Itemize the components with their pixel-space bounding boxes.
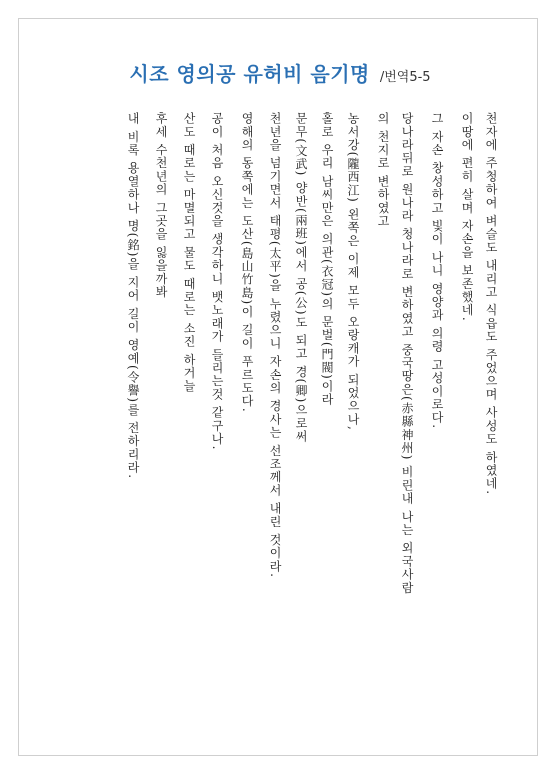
text-column-13: 후세 수천년의 그곳을 잃을까봐 xyxy=(154,112,168,299)
text-column-3: 그 자손 창성하고 빛이 나니 영양과 의령 고성이로다. xyxy=(430,112,444,430)
text-column-4: 당나라뒤로 원나라 청나라로 변하였고 중국땅은(赤縣神州) 비린내 나는 외국사람 xyxy=(400,112,414,595)
page-subtitle: /번역5-5 xyxy=(379,70,431,85)
text-column-8: 문무(文武) 양반(兩班)에서 공(公)도 되고 경(卿)으로써 xyxy=(294,112,308,444)
text-column-5: 의 천지로 변하였고 xyxy=(376,112,390,228)
page-title: 시조 영의공 유허비 음기명 xyxy=(129,62,370,86)
text-column-1: 천자에 주청하여 벼슬도 내리고 식읍도 주었으며 사성도 하였네. xyxy=(484,112,498,496)
vertical-text-body xyxy=(105,112,497,712)
text-column-7: 홀로 우리 남씨만은 의관(衣冠)의 문벌(門閥)이라 xyxy=(320,112,334,407)
text-column-14: 내 비록 용열하나 명(銘)을 지어 길이 영예(令譽)를 전하리라. xyxy=(126,112,140,480)
text-column-9: 천년을 넘기면서 태평(太平)을 누렸으니 자손의 경사는 선조께서 내린 것이라. xyxy=(268,112,282,579)
text-column-11: 공이 처음 오신것을 생각하니 뱃노래가 들리는것 같구나. xyxy=(210,112,224,451)
text-column-12: 산도 때로는 마멸되고 물도 때로는 소진 하거늘 xyxy=(182,112,196,393)
text-column-2: 이땅에 편히 살며 자손을 보존했네. xyxy=(460,112,474,322)
text-column-6: 농서강(隴西江) 왼쪽은 이제 모두 오랑캐가 되었으나, xyxy=(346,112,360,432)
text-column-10: 영해의 동쪽에는 도산(島山竹島)이 길이 푸르도다. xyxy=(240,112,254,413)
page-header xyxy=(0,58,560,87)
